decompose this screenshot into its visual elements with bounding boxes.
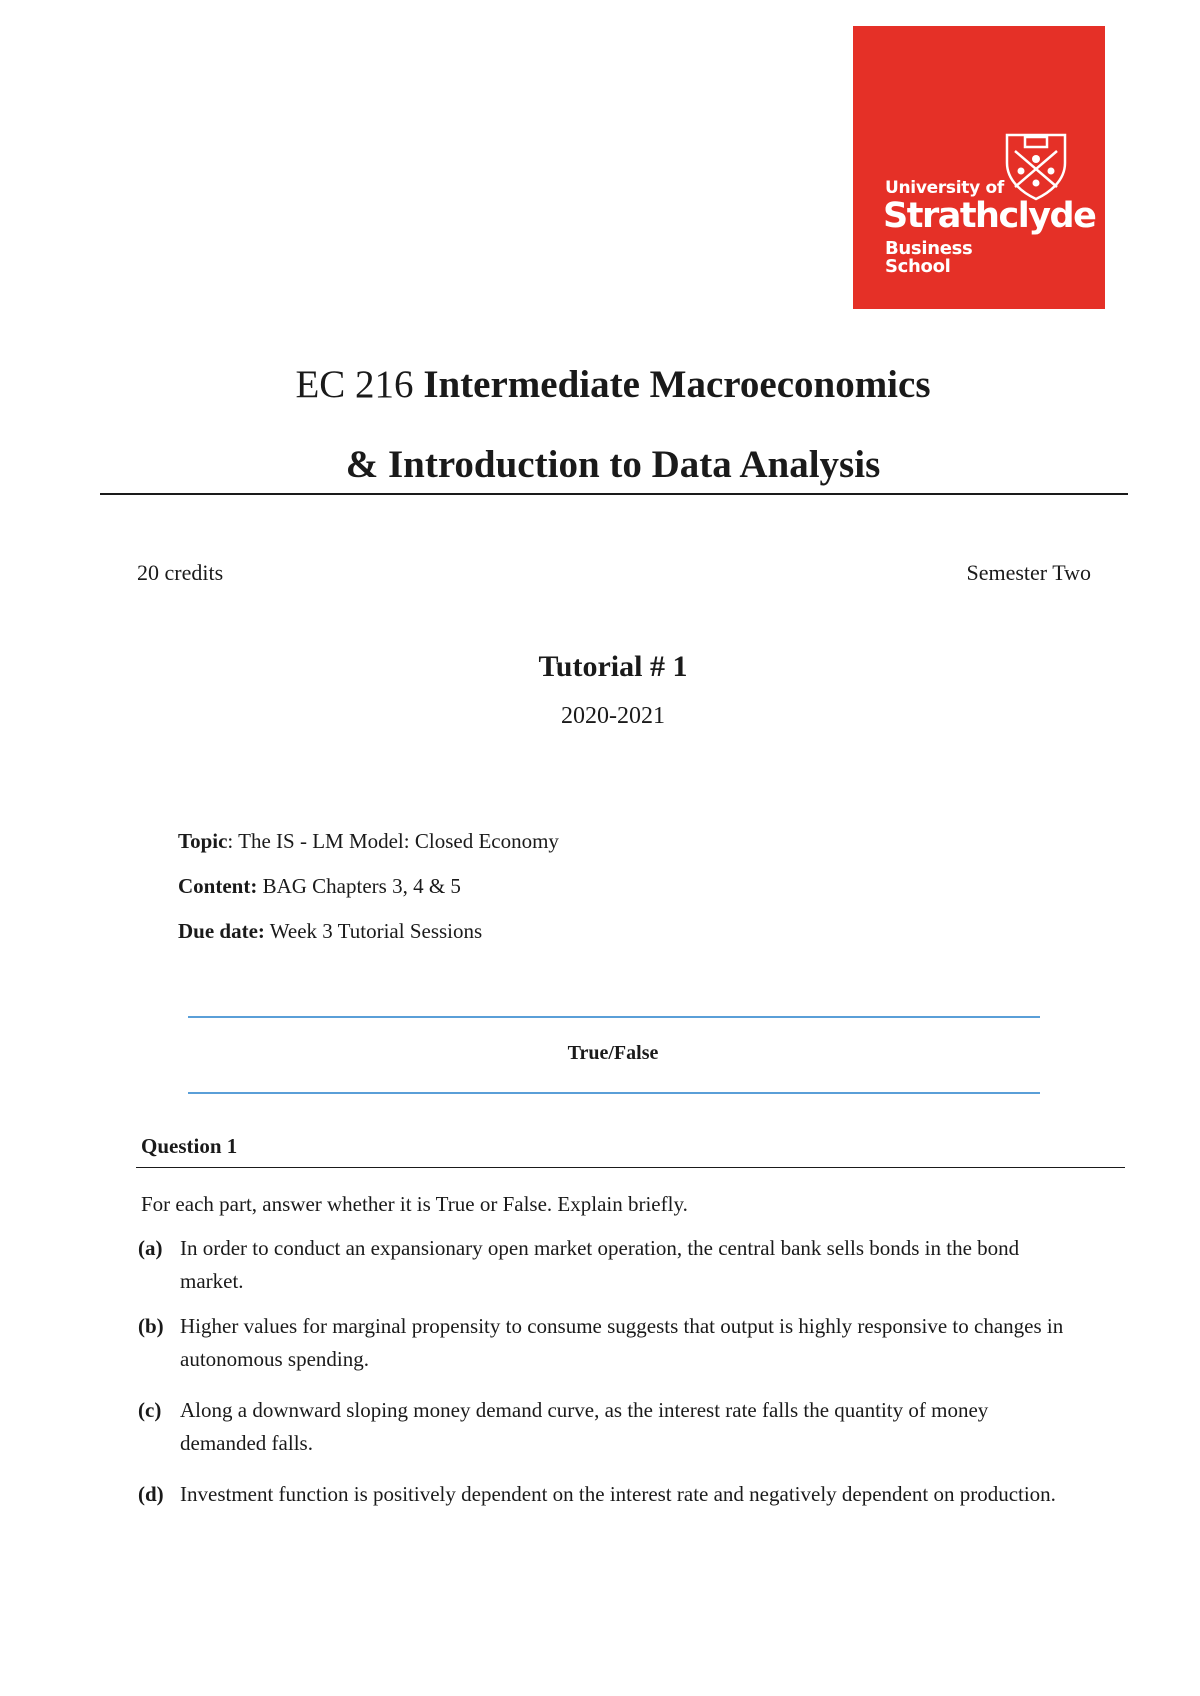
section-rule-bottom: [188, 1092, 1040, 1094]
content-value: BAG Chapters 3, 4 & 5: [257, 874, 461, 898]
question-item: [138, 1394, 1078, 1460]
page-title: [0, 362, 1200, 407]
question-item-label: (a): [138, 1236, 163, 1260]
course-title: Intermediate Macroeconomics: [423, 363, 931, 406]
question-item-text: Investment function is positively dependent on the interest rate and negatively dependent on production.: [180, 1482, 1056, 1506]
content-line: [178, 874, 461, 899]
question-instruction: For each part, answer whether it is True or False. Explain briefly.: [141, 1192, 688, 1216]
credits-text: 20 credits: [137, 560, 224, 585]
section-rule-top: [188, 1016, 1040, 1018]
due-date-line: [178, 919, 482, 944]
topic-label: Topic: [178, 829, 228, 853]
content-label: Content:: [178, 874, 258, 898]
topic-value: : The IS - LM Model: Closed Economy: [227, 829, 559, 853]
logo-line-business-school: [885, 240, 972, 276]
question-item-text: In order to conduct an expansionary open market operation, the central bank sells bonds in the bond market.: [180, 1236, 1020, 1293]
academic-year: 2020-2021: [561, 703, 665, 729]
question-item: [138, 1310, 1078, 1376]
topic-line: [178, 829, 559, 854]
due-date-label: Due date:: [178, 919, 265, 943]
question-item-text: Along a downward sloping money demand curve, as the interest rate falls the quantity of money demanded falls.: [180, 1398, 989, 1455]
tutorial-title: Tutorial # 1: [538, 650, 688, 683]
section-title: True/False: [567, 1042, 659, 1064]
question-divider: [136, 1167, 1125, 1168]
logo-line-business: Business: [885, 238, 973, 259]
semester-text: Semester Two: [966, 560, 1091, 585]
course-code: EC 216: [295, 363, 414, 406]
strathclyde-logo: [853, 26, 1105, 309]
title-divider: [100, 493, 1128, 495]
question-item: [138, 1478, 1078, 1511]
due-date-value: Week 3 Tutorial Sessions: [264, 919, 483, 943]
university-crest-icon: [1001, 129, 1071, 201]
logo-line-strathclyde: Strathclyde: [883, 196, 1096, 236]
logo-line-university: University of: [885, 178, 1004, 198]
question-item: [138, 1232, 1078, 1298]
page-subtitle: & Introduction to Data Analysis: [345, 443, 881, 486]
question-item-label: (b): [138, 1314, 164, 1338]
question-item-text: Higher values for marginal propensity to consume suggests that output is highly responsive to changes in autonomous spending.: [180, 1314, 1064, 1371]
question-item-label: (d): [138, 1482, 164, 1506]
logo-line-school: School: [885, 256, 951, 277]
question-heading: Question 1: [141, 1134, 238, 1158]
question-item-label: (c): [138, 1398, 162, 1422]
